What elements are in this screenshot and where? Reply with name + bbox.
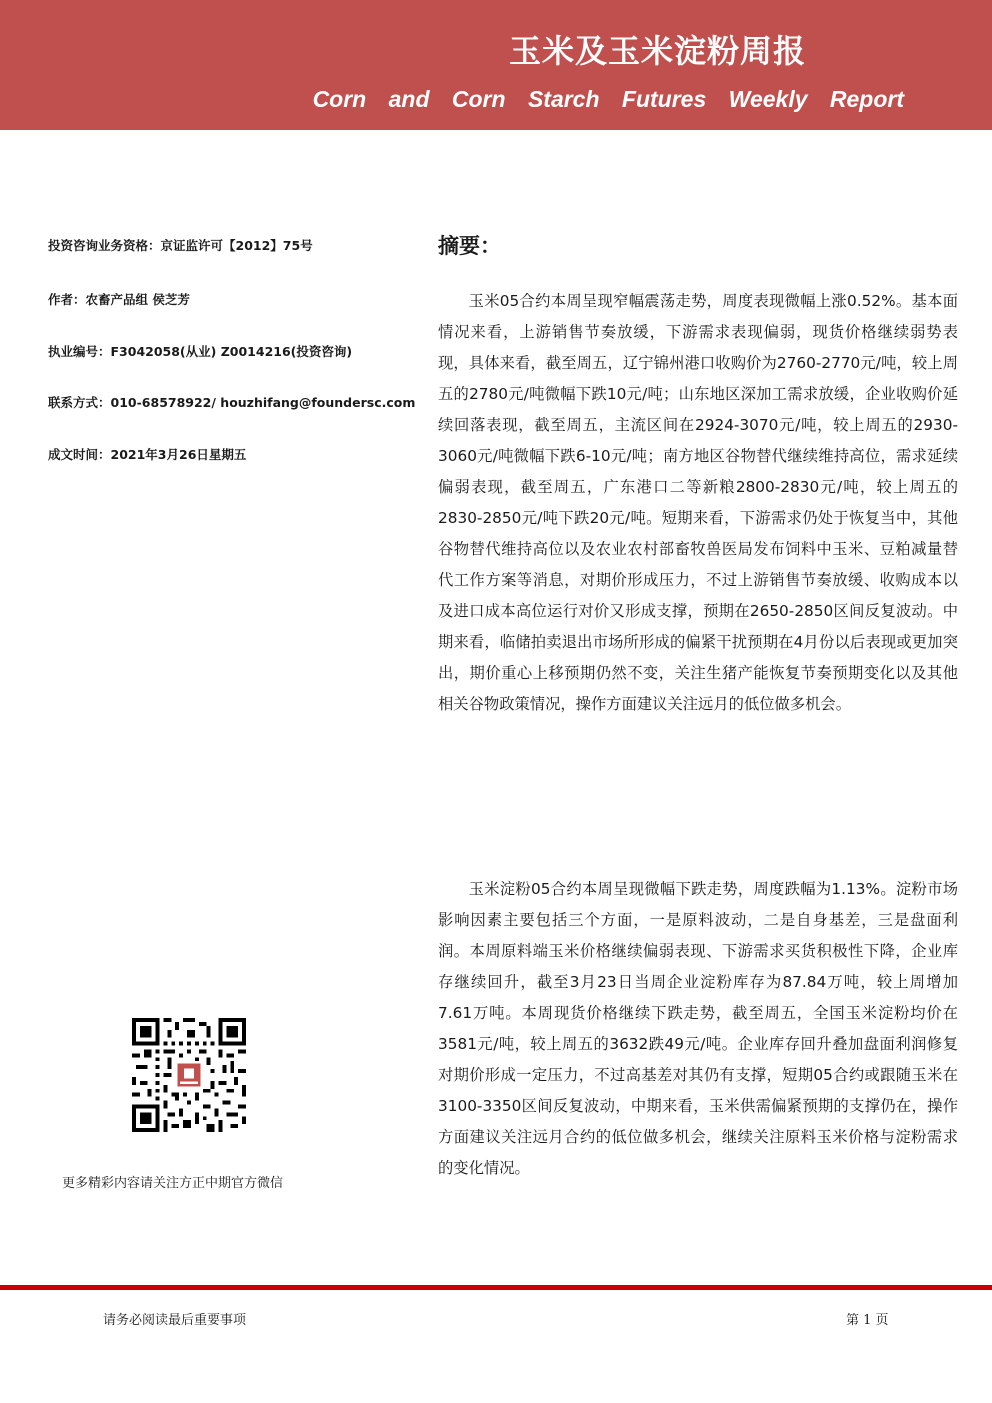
info-contact-value: 010-68578922/ houzhifang@foundersc.com	[110, 395, 416, 410]
info-contact-label: 联系方式：	[48, 395, 111, 410]
abstract-heading: 摘要：	[438, 234, 501, 258]
header-banner	[0, 0, 992, 130]
qr-caption: 更多精彩内容请关注方正中期官方微信	[62, 1176, 284, 1191]
info-license	[48, 342, 352, 360]
footer-page-number: 第 1 页	[846, 1313, 889, 1328]
info-author	[48, 290, 190, 308]
report-title-cn: 玉米及玉米淀粉周报	[508, 32, 806, 70]
info-qualification	[48, 236, 313, 254]
info-date-label: 成文时间：	[48, 447, 111, 462]
info-qualification-label: 投资咨询业务资格：	[48, 238, 161, 253]
info-author-value: 农畜产品组 侯芝芳	[85, 292, 190, 307]
wechat-qr-code	[132, 1018, 246, 1132]
info-author-label: 作者：	[48, 292, 86, 307]
abstract-paragraph-starch: 玉米淀粉05合约本周呈现微幅下跌走势，周度跌幅为1.13%。淀粉市场影响因素主要包括三个方面，一是原料波动，二是自身基差，三是盘面利润。本周原料端玉米价格继续偏弱表现、下游需求买货积极性下降，企业库存继续回升，截至3月23日当周企业淀粉库存为87.84万吨，较上周增加7.61万吨。本周现货价格继续下跌走势，截至周五，全国玉米淀粉均价在3581元/吨，较上周五的3632跌49元/吨。企业库存回升叠加盘面利润修复对期价形成一定压力，不过高基差对其仍有支撑，短期05合约或跟随玉米在3100-3350区间反复波动，中期来看，玉米供需偏紧预期的支撑仍在，操作方面建议关注远月合约的低位做多机会，继续关注原料玉米价格与淀粉需求的变化情况。	[438, 880, 958, 1177]
info-qualification-value: 京证监许可【2012】75号	[160, 238, 313, 253]
report-title-en: Corn and Corn Starch Futures Weekly Report	[312, 86, 904, 112]
info-date-value: 2021年3月26日星期五	[110, 447, 247, 462]
info-license-label: 执业编号：	[48, 344, 111, 359]
info-date	[48, 445, 246, 463]
footer-divider	[0, 1285, 992, 1290]
info-license-value: F3042058(从业) Z0014216(投资咨询)	[110, 344, 353, 359]
footer-notice: 请务必阅读最后重要事项	[103, 1313, 247, 1328]
info-contact	[48, 393, 415, 411]
abstract-paragraph-corn: 玉米05合约本周呈现窄幅震荡走势，周度表现微幅上涨0.52%。基本面情况来看，上游销售节奏放缓，下游需求表现偏弱，现货价格继续弱势表现，具体来看，截至周五，辽宁锦州港口收购价为2760-2770元/吨，较上周五的2780元/吨微幅下跌10元/吨；山东地区深加工需求放缓，企业收购价延续回落表现，截至周五，主流区间在2924-3070元/吨，较上周五的2930-3060元/吨微幅下跌6-10元/吨；南方地区谷物替代继续维持高位，需求延续偏弱表现，截至周五，广东港口二等新粮2800-2830元/吨，较上周五的2830-2850元/吨下跌20元/吨。短期来看，下游需求仍处于恢复当中，其他谷物替代维持高位以及农业农村部畜牧兽医局发布饲料中玉米、豆粕减量替代工作方案等消息，对期价形成压力，不过上游销售节奏放缓、收购成本以及进口成本高位运行对价又形成支撑，预期在2650-2850区间反复波动。中期来看，临储拍卖退出市场所形成的偏紧干扰预期在4月份以后表现或更加突出，期价重心上移预期仍然不变，关注生猪产能恢复节奏预期变化以及其他相关谷物政策情况，操作方面建议关注远月的低位做多机会。	[438, 292, 958, 713]
